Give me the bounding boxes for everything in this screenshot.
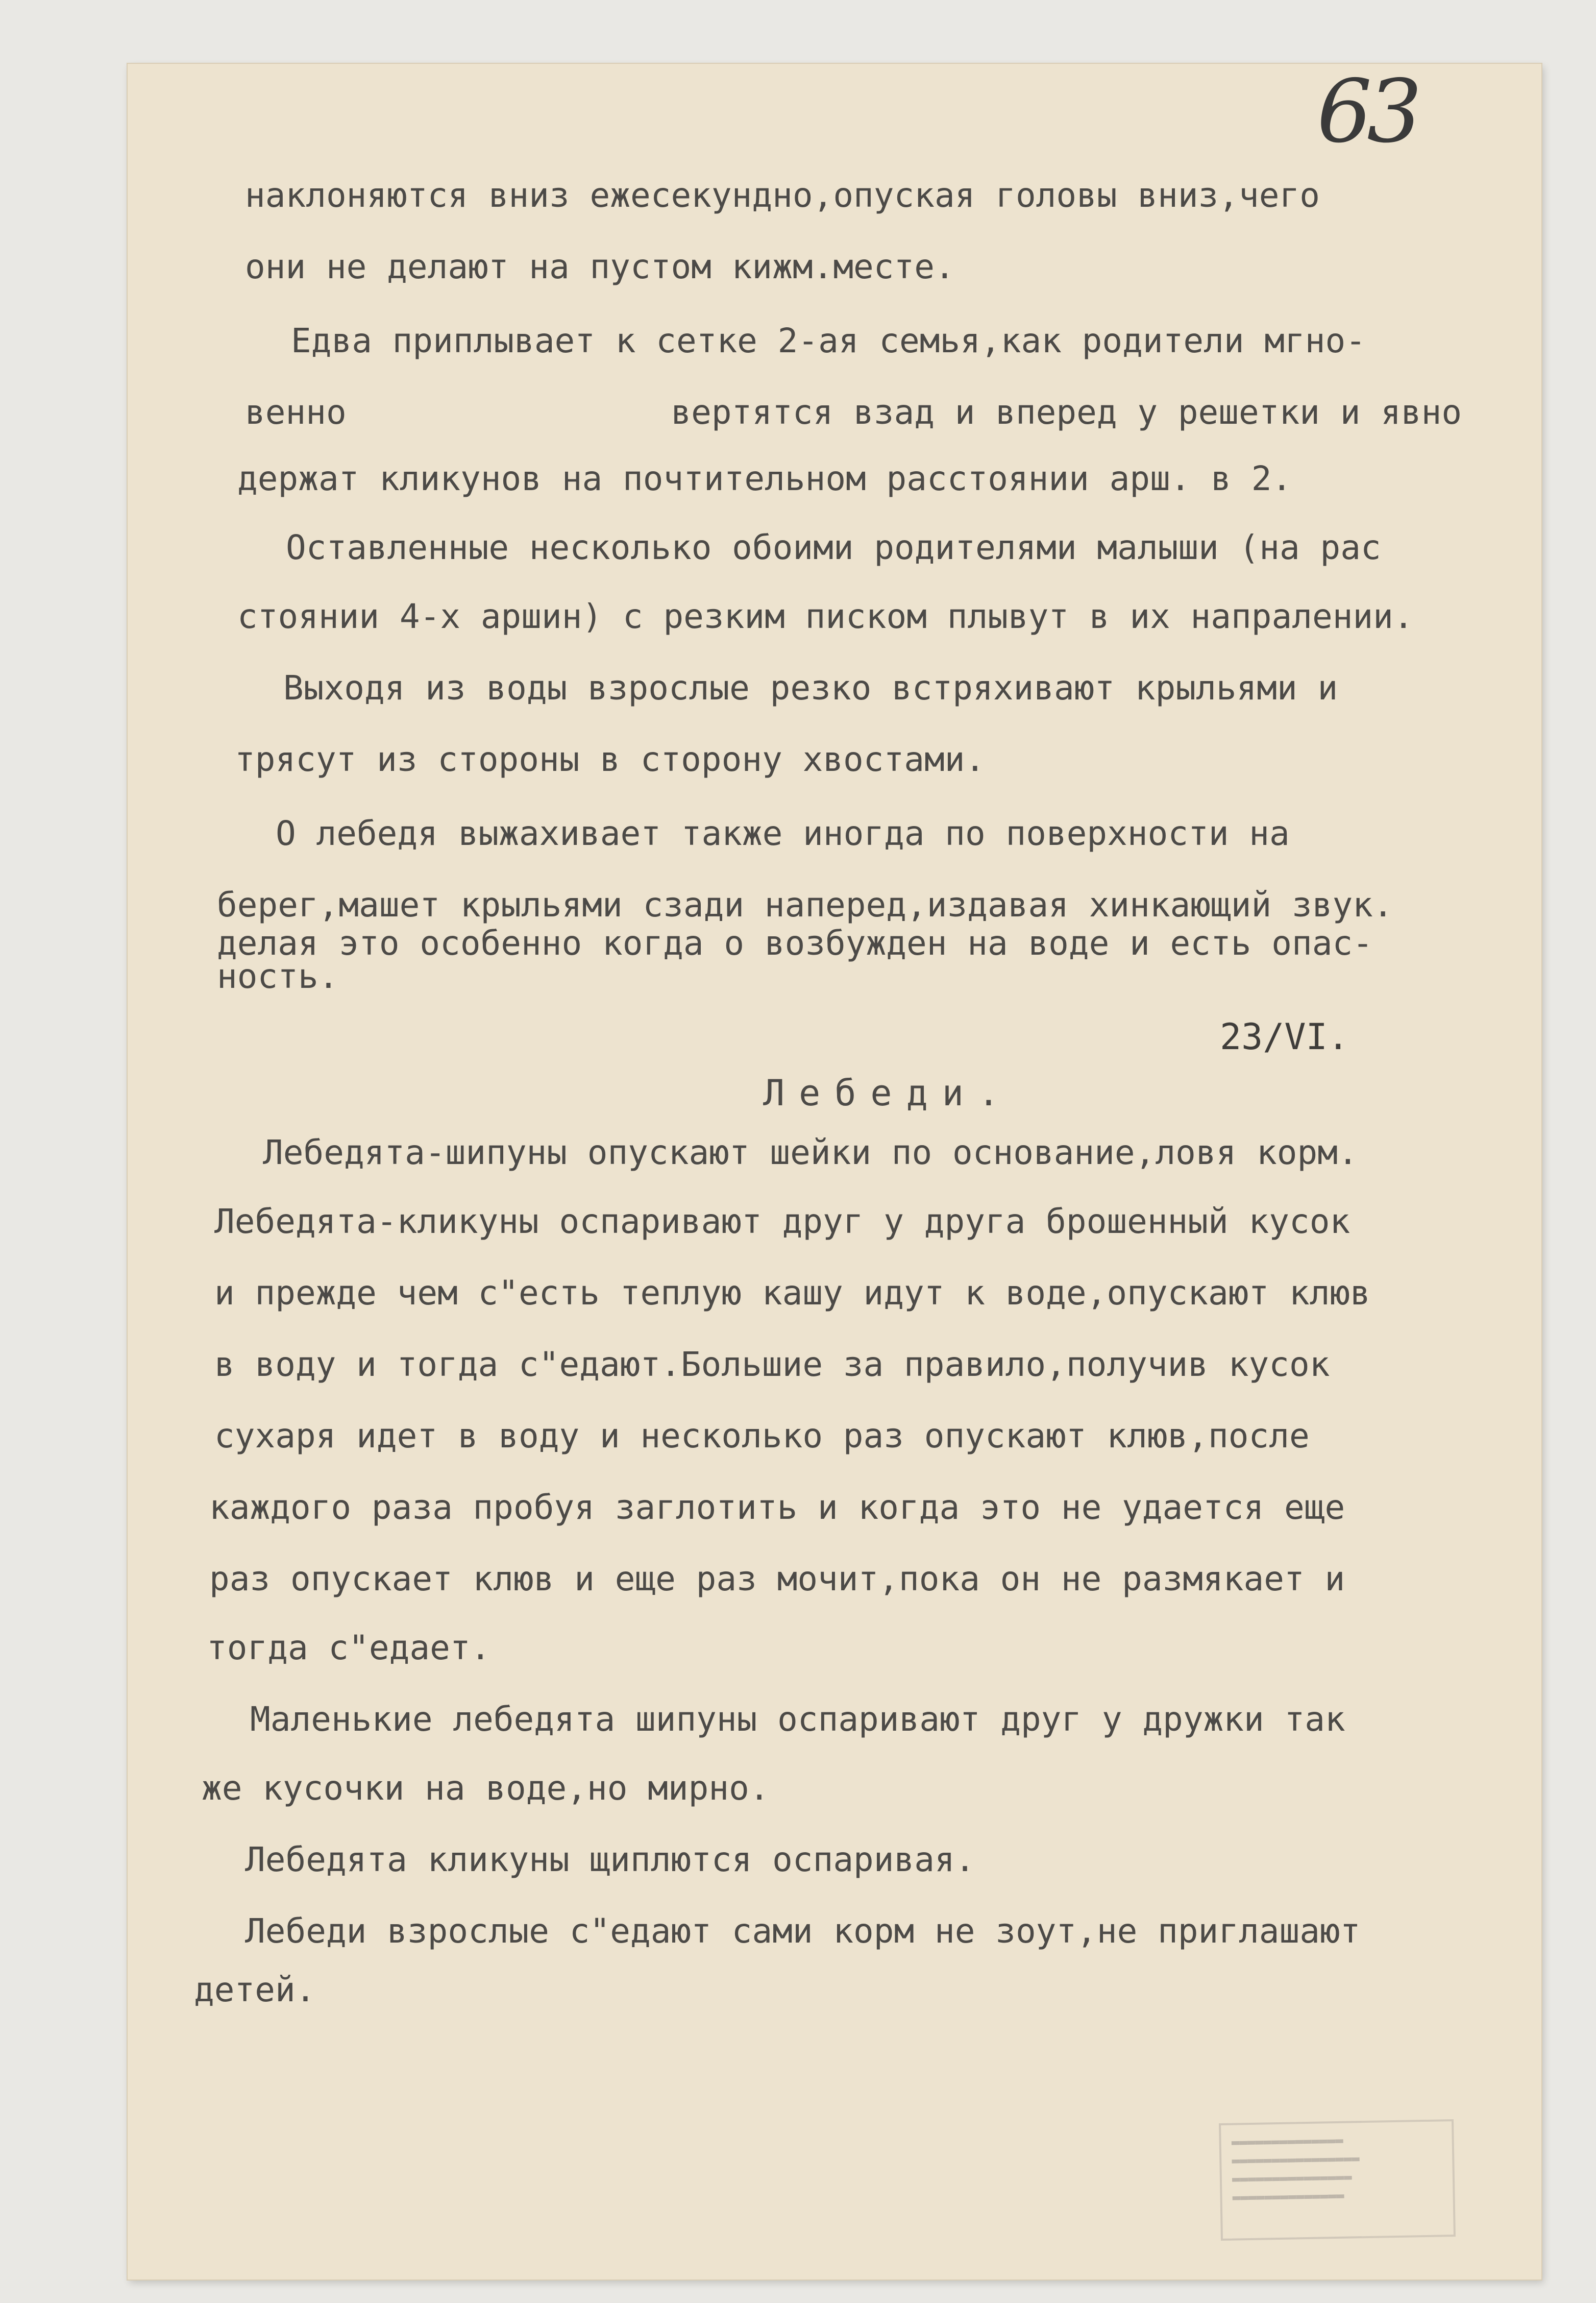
text-line: сухаря идет в воду и несколько раз опускают клюв,после: [214, 1416, 1310, 1456]
text-line: Едва приплывает к сетке 2-ая семья,как родители мгно-: [291, 321, 1366, 360]
text-line: берег,машет крыльями сзади наперед,издавая хинкающий звук.: [217, 885, 1393, 925]
text-line: каждого раза пробуя заглотить и когда это не удается еще: [209, 1488, 1345, 1527]
text-line: ность.: [217, 957, 339, 996]
text-line: делая это особенно когда о возбужден на воде и есть опас-: [217, 924, 1373, 963]
date: 23/VI.: [1220, 1016, 1349, 1058]
text-line: держат кликунов на почтительном расстоянии арш. в 2.: [237, 459, 1292, 498]
text-line: О лебедя выжахивает также иногда по поверхности на: [276, 814, 1290, 853]
text-line: венно вертятся взад и вперед у решетки и явно: [245, 393, 1462, 432]
section-heading: Лебеди.: [763, 1072, 1014, 1114]
text-line: тогда с"едает.: [207, 1628, 491, 1667]
text-line: раз опускает клюв и еще раз мочит,пока он не размякает и: [209, 1559, 1345, 1598]
text-line: Маленькие лебедята шипуны оспаривают друг у дружки так: [250, 1700, 1345, 1739]
text-line: трясут из стороны в сторону хвостами.: [235, 740, 986, 779]
text-line: детей.: [194, 1970, 316, 2009]
text-line: в воду и тогда с"едают.Большие за правило,получив кусок: [214, 1345, 1330, 1384]
text-line: и прежде чем с"есть теплую кашу идут к воде,опускают клюв: [214, 1273, 1370, 1313]
text-line: они не делают на пустом кижм.месте.: [245, 247, 955, 286]
text-line: Выходя из воды взрослые резко встряхивают крыльями и: [283, 668, 1338, 708]
archive-stamp: ▬▬▬▬▬▬▬▬▬▬▬▬▬▬ ▬▬▬▬▬▬▬▬▬▬▬▬▬▬▬▬ ▬▬▬▬▬▬▬▬▬▬▬▬▬▬▬ ▬▬▬▬▬▬▬▬▬▬▬▬▬▬: [1219, 2119, 1456, 2241]
text-line: же кусочки на воде,но мирно.: [202, 1768, 770, 1808]
text-line: Лебедята кликуны щиплются оспаривая.: [245, 1840, 975, 1879]
text-line: Лебеди взрослые с"едают сами корм не зоут,не приглашают: [245, 1911, 1361, 1951]
text-line: стоянии 4-х аршин) с резким писком плывут в их напралении.: [237, 597, 1414, 636]
page-number: 63: [1317, 61, 1417, 162]
text-line: Оставленные несколько обоими родителями малыши (на рас: [286, 528, 1381, 567]
text-line: Лебедята-кликуны оспаривают друг у друга брошенный кусок: [214, 1202, 1351, 1241]
text-line: наклоняются вниз ежесекундно,опуская головы вниз,чего: [245, 176, 1320, 215]
text-line: Лебедята-шипуны опускают шейки по основание,ловя корм.: [263, 1133, 1358, 1172]
